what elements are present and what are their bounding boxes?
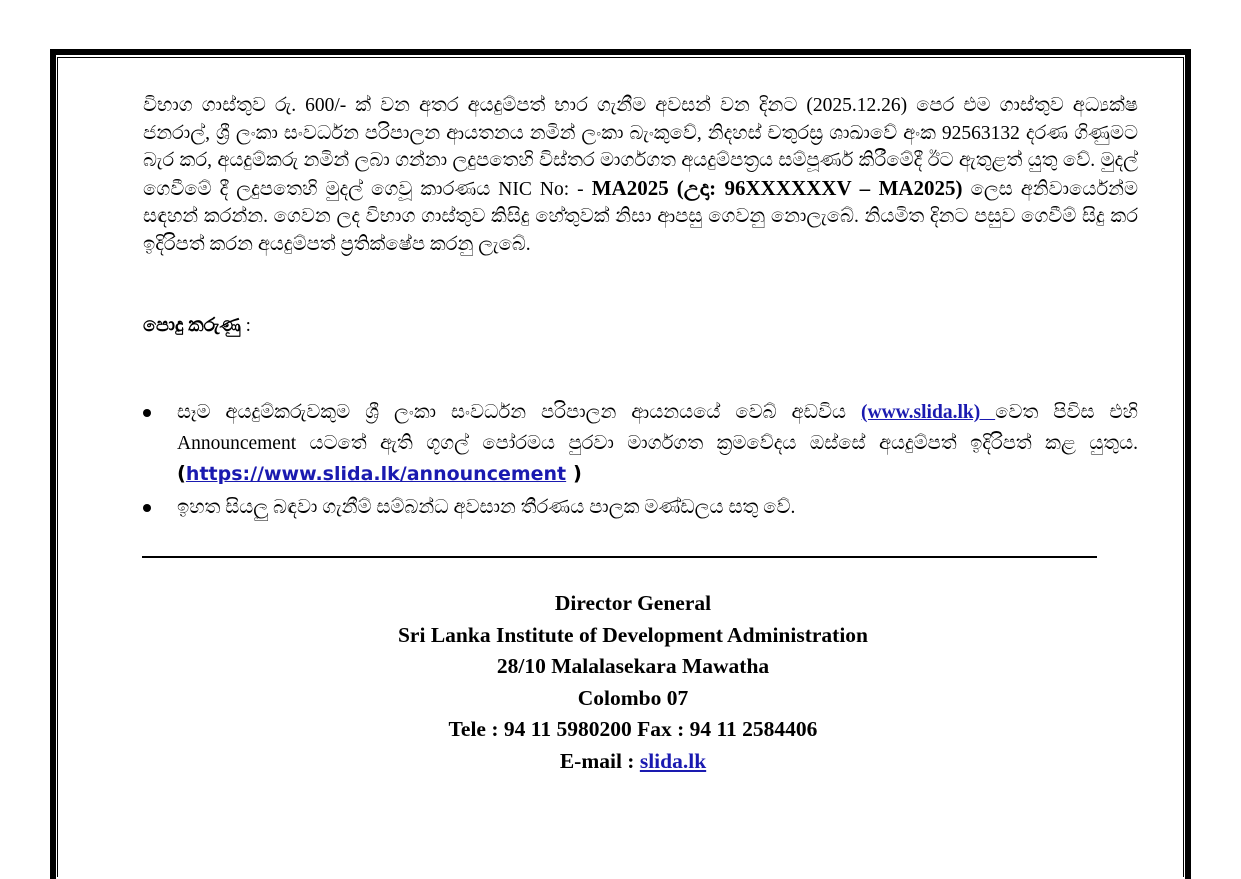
bullet-text-middle: වෙත පිවිස එහි Announcement යටතේ ඇති ගූගල් පෝරමය පුරවා මාර්ගගත ක්‍රමවේදය ඔස්සේ අයදුම්පත් ඉදිරිපත් කළ යුතුය. bbox=[177, 402, 1138, 454]
nic-format: MA2025 bbox=[591, 175, 669, 200]
list-item bbox=[143, 398, 1138, 491]
close-paren: ) bbox=[566, 462, 582, 485]
bullet-text: සෑම අයදුම්කරුවකුම ශ්‍රී ලංකා සංවර්ධන පරිපාලන ආයනයයේ වෙබ් අඩවිය bbox=[177, 402, 862, 423]
heading-colon: : bbox=[240, 315, 251, 336]
general-notes-heading bbox=[143, 315, 251, 337]
address-city: Colombo 07 bbox=[577, 685, 689, 710]
open-paren: ( bbox=[177, 462, 186, 485]
email-link[interactable]: slida.lk bbox=[639, 748, 707, 773]
contact-address-block bbox=[0, 588, 1241, 777]
bullet-text: ඉහත සියලු බඳවා ගැනීම් සම්බන්ධ අවසාන තීරණය පාලක මණ්ඩලය සතු වේ. bbox=[177, 496, 796, 518]
website-link[interactable]: (www.slida.lk) bbox=[861, 402, 996, 423]
address-title: Director General bbox=[554, 591, 712, 615]
fee-text-continued: ලෙස අනිවාර්යෙන්ම සඳහන් කරන්න. ගෙවන ලද විභාග ගාස්තුව කිසිදු හේතුවක් නිසා ආපසු ගෙවනු නොලැබේ. නියමිත දිනට පසුව ගෙවීම් සිදු කර ඉදිරිපත් කරන අයදුම්පත් ප්‍රතික්ෂේප කරනු ලැබේ. bbox=[143, 178, 1138, 255]
bullet-icon bbox=[143, 409, 151, 417]
fee-instructions-section bbox=[143, 92, 1138, 258]
email-label: E-mail : bbox=[559, 748, 640, 773]
fee-paragraph bbox=[143, 92, 1138, 258]
general-notes-list bbox=[143, 398, 1138, 525]
horizontal-divider bbox=[142, 556, 1097, 558]
general-notes-heading-text: පොදු කරුණු bbox=[143, 315, 241, 336]
bullet-icon bbox=[143, 504, 151, 512]
nic-example: (උදා: 96XXXXXXV – MA2025) bbox=[676, 175, 963, 200]
address-organization: Sri Lanka Institute of Development Administration bbox=[397, 622, 869, 647]
announcement-link[interactable]: https://www.slida.lk/announcement bbox=[185, 463, 567, 485]
fee-text: විභාග ගාස්තුව රු. 600/- ක් වන අතර අයදුම්පත් භාර ගැනීම අවසන් වන දිනට (2025.12.26) පෙර එම ගාස්තුව අධ්‍යක්ෂ ජනරාල්, ශ්‍රී ලංකා සංවර්ධන පරිපාලන ආයතනය නමින් ලංකා බැංකුවේ, නිදහස් චතුරස්‍ර ශාඛාවේ අංක 92563132 දරණ ගිණුමට බැර කර, අයදුම්කරු නමින් ලබා ගන්නා ලදුපතෙහි විස්තර මාර්ගගත අයදුම්පත්‍රය සම්පූර්ණ කිරීමේදී ඊට ඇතුළත් යුතු වේ. මුදල් ගෙවීමේ දී ලදුපතෙහි මුදල් ගෙවූ කාරණය NIC No: - bbox=[143, 95, 1138, 200]
list-item bbox=[143, 493, 1138, 524]
address-street: 28/10 Malalasekara Mawatha bbox=[496, 654, 770, 678]
address-email-line bbox=[0, 746, 1241, 778]
address-phone-fax: Tele : 94 11 5980200 Fax : 94 11 2584406 bbox=[448, 717, 818, 741]
